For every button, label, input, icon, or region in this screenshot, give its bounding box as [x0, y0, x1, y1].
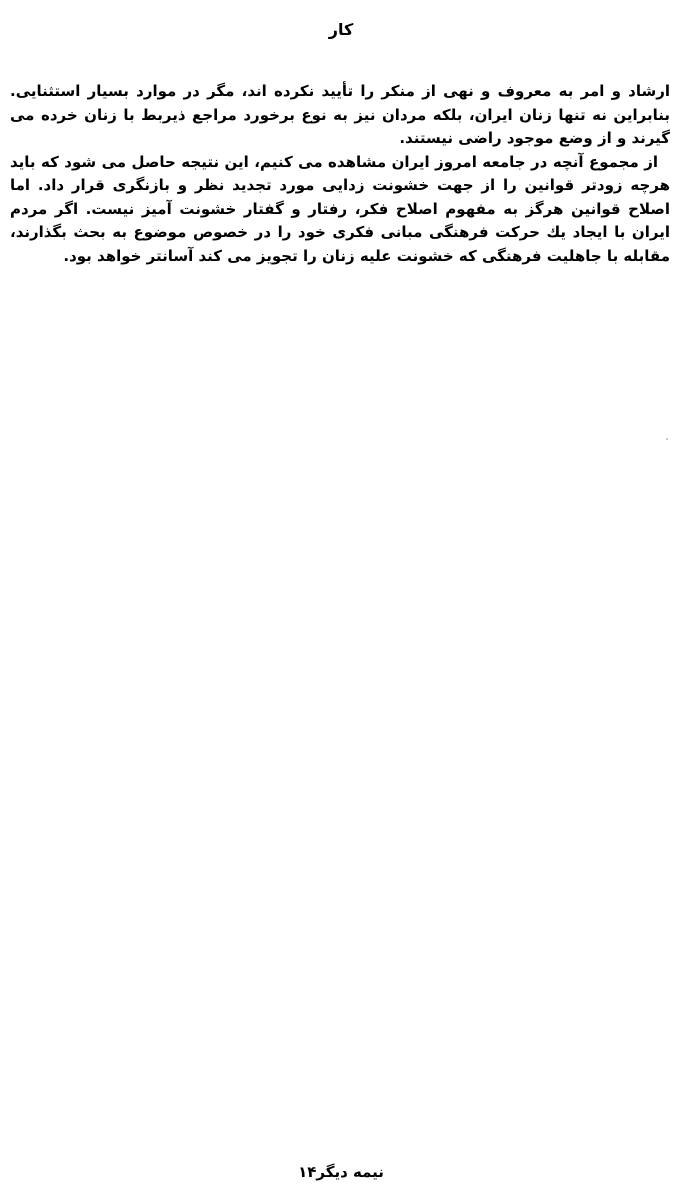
paragraph-1: ارشاد و امر به معروف و نهی از منکر را تأیید نکرده اند، مگر در موارد بسیار استثنایی. بنابراین نه تنها زنان ایران، بلکه مردان نیز به نوع برخورد مراجع ذیربط با زنان خرده می گیرند و از وضع موجود راضی نیستند.: [10, 82, 670, 147]
running-header: کار: [328, 20, 354, 39]
paragraph-2: از مجموع آنچه در جامعه امروز ایران مشاهده می کنیم، این نتیجه حاصل می شود که باید هرچه زودتر قوانین را از جهت خشونت زدایی مورد تجدید نظر و بازنگری قرار داد. اما اصلاح قوانین هرگز به مفهوم اصلاح فکر، رفتار و گفتار خشونت آمیز نیست. اگر مردم ایران با ایجاد یك حرکت فرهنگی مبانی فکری خود را در خصوص موضوع به بحث بگذارند، مقابله با جاهلیت فرهنگی که خشونت علیه زنان را تجویز می کند آسانتر خواهد بود.: [10, 152, 670, 265]
scan-speck: [666, 438, 668, 440]
body-text: [10, 80, 670, 268]
running-footer: نیمه دیگر۱۴: [298, 1163, 384, 1181]
